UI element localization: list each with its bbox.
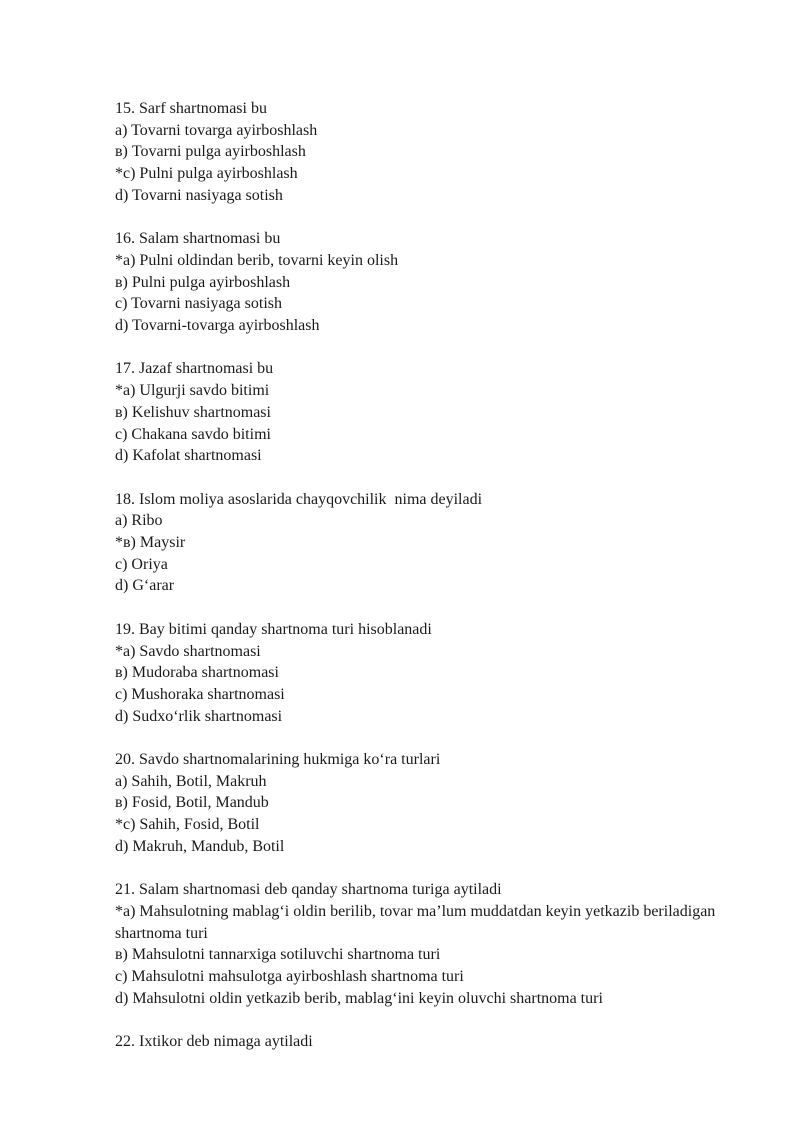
answer-option: a) Tovarni tovarga ayirboshlash (115, 121, 318, 139)
question-title: 17. Jazaf shartnomasi bu (115, 360, 274, 378)
answer-option: в) Mahsulotni tannarxiga sotiluvchi shartnoma turi (115, 946, 441, 964)
answer-option: d) Sudxo‘rlik shartnomasi (115, 707, 283, 725)
answer-option: в) Tovarni pulga ayirboshlash (115, 143, 306, 161)
answer-option: в) Fosid, Botil, Mandub (115, 794, 269, 812)
answer-option: в) Mudoraba shartnomasi (115, 664, 279, 682)
question-18 (115, 489, 755, 598)
answer-option: d) Mahsulotni oldin yetkazib berib, mablag‘ini keyin oluvchi shartnoma turi (115, 989, 603, 1007)
answer-option: *в) Maysir (115, 534, 186, 552)
question-title: 19. Bay bitimi qanday shartnoma turi hisoblanadi (115, 620, 432, 638)
question-title: 22. Ixtikor deb nimaga aytiladi (115, 1033, 313, 1051)
answer-option: d) Tovarni nasiyaga sotish (115, 186, 283, 204)
answer-option: d) G‘arar (115, 577, 175, 595)
answer-option: *a) Mahsulotning mablag‘i oldin berilib, tovar ma’lum muddatdan keyin yetkazib beriladigan shartnoma turi (115, 902, 720, 942)
question-title: 20. Savdo shartnomalarining hukmiga ko‘ra turlari (115, 751, 441, 769)
answer-option: *c) Pulni pulga ayirboshlash (115, 165, 298, 183)
question-16 (115, 228, 755, 337)
answer-option: *a) Pulni oldindan berib, tovarni keyin olish (115, 251, 399, 269)
answer-option: *a) Ulgurji savdo bitimi (115, 382, 270, 400)
answer-option: в) Kelishuv shartnomasi (115, 403, 271, 421)
answer-option: *a) Savdo shartnomasi (115, 642, 261, 660)
answer-option: в) Pulni pulga ayirboshlash (115, 273, 291, 291)
answer-option: *c) Sahih, Fosid, Botil (115, 816, 260, 834)
document-page (115, 98, 755, 1075)
answer-option: c) Mahsulotni mahsulotga ayirboshlash shartnoma turi (115, 968, 464, 986)
answer-option: c) Chakana savdo bitimi (115, 425, 271, 443)
question-title: 16. Salam shartnomasi bu (115, 230, 281, 248)
question-17 (115, 358, 755, 467)
answer-option: a) Ribo (115, 512, 163, 530)
question-title: 18. Islom moliya asoslarida chayqovchilik nima deyiladi (115, 490, 483, 508)
answer-option: d) Makruh, Mandub, Botil (115, 837, 285, 855)
question-15 (115, 98, 755, 207)
question-19 (115, 619, 755, 728)
answer-option: c) Oriya (115, 555, 168, 573)
answer-option: d) Tovarni-tovarga ayirboshlash (115, 317, 320, 335)
answer-option: c) Tovarni nasiyaga sotish (115, 295, 282, 313)
question-title: 21. Salam shartnomasi deb qanday shartnoma turiga aytiladi (115, 881, 502, 899)
question-21 (115, 879, 755, 1009)
answer-option: c) Mushoraka shartnomasi (115, 685, 285, 703)
question-20 (115, 749, 755, 858)
question-22 (115, 1031, 755, 1053)
question-title: 15. Sarf shartnomasi bu (115, 100, 267, 117)
answer-option: d) Kafolat shartnomasi (115, 447, 262, 465)
answer-option: a) Sahih, Botil, Makruh (115, 772, 267, 790)
